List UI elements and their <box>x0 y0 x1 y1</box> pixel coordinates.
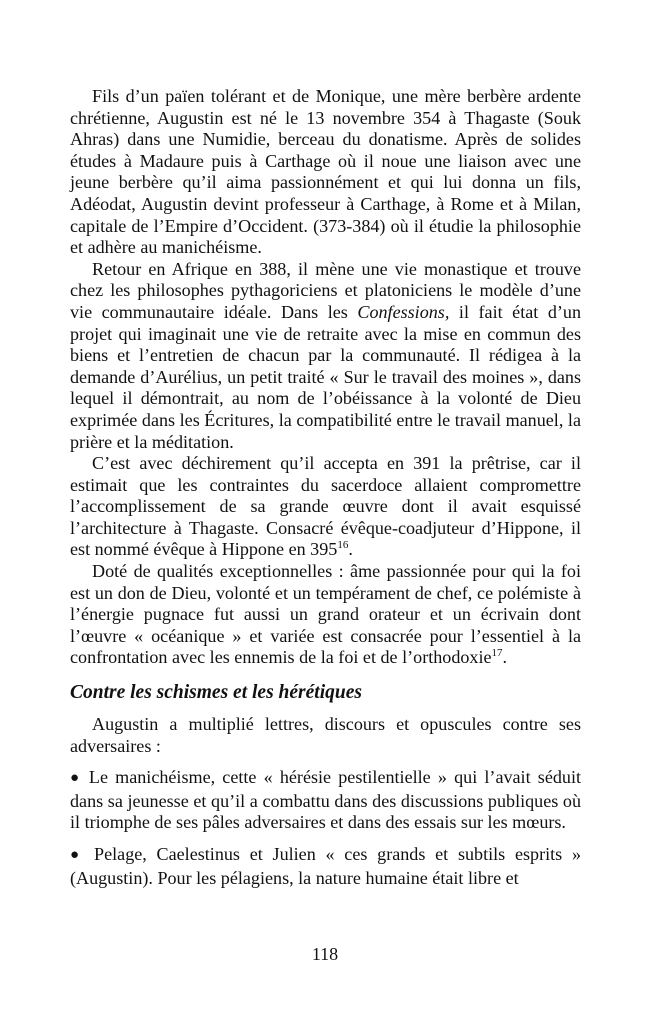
paragraph-priesthood <box>70 453 581 561</box>
paragraph-return-africa <box>70 259 581 453</box>
paragraph-birth <box>70 86 581 259</box>
paragraph-birth-text: Fils d’un païen tolérant et de Monique, une mère berbère ardente chrétienne, Augustin est né le 13 novembre 354 à Thagaste (Souk Ahras) dans une Numidie, berceau du donatisme. Après de solides études à Madaure puis à Carthage où il noue une liaison avec une jeune berbère qu’il aima passionnément et qui lui donna un fils, Adéodat, Augustin devint professeur à Carthage, à Rome et à Milan, capitale de l’Empire d’Occident. (373-384) où il étudie la philosophie et adhère au manichéisme. <box>70 86 581 258</box>
paragraph-qualities-text: Doté de qualités exceptionnelles : âme passionnée pour qui la foi est un don de Dieu, volonté et un tempérament de chef, ce polémiste à l’énergie pugnace fut aussi un grand orateur et un écrivain dont l’œuvre « océanique » et variée est consacrée pour l’essentiel à la confrontation avec les ennemis de la foi et de l’orthodoxie <box>70 561 581 668</box>
confessions-title: Confessions, <box>357 301 450 322</box>
paragraph-qualities <box>70 561 581 669</box>
list-item-text: Pelage, Caelestinus et Julien « ces grands et subtils esprits » (Augustin). Pour les pélagiens, la nature humaine était libre et <box>70 844 582 888</box>
paragraph-priesthood-text: C’est avec déchirement qu’il accepta en 391 la prêtrise, car il estimait que les contraintes du sacerdoce allaient compromettre l’accomplissement de sa grande œuvre dont il avait esquissé l’architecture à Thagaste. Consacré évêque-coadjuteur d’Hippone, il est nommé évêque à Hippone en 395 <box>70 453 581 560</box>
page-body <box>70 86 581 889</box>
bullet-icon: ● <box>70 847 85 863</box>
page-number: 118 <box>311 944 339 964</box>
list-item <box>70 767 581 834</box>
paragraph-return-text-a: Retour en Afrique en 388, il mène une vie monastique et trouve chez les philosophes pythagoriciens et platoniciens le modèle d’une vie communautaire idéale. Dans les <box>70 258 581 322</box>
paragraph-return-text-b: il fait état d’un projet qui imaginait une vie de retraite avec la mise en commun des biens et l’entretien de chacun par la communauté. Il rédigea à la demande d’Aurélius, un petit traité « Sur le travail des moines », dans lequel il démontrait, au nom de l’obéissance à la volonté de Dieu exprimée dans les Écritures, la compatibilité entre le travail manuel, la prière et la méditation. <box>70 301 581 452</box>
footnote-ref-16[interactable]: 16 <box>337 539 349 552</box>
section-intro: Augustin a multiplié lettres, discours et opuscules contre ses adversaires : <box>70 714 581 756</box>
list-item-text: Le manichéisme, cette « hérésie pestilentielle » qui l’avait séduit dans sa jeunesse et qu’il a combattu dans des discussions publiques où il triomphe de ses pâles adversaires et dans des essais sur les mœurs. <box>70 767 582 833</box>
bullet-icon: ● <box>70 770 82 787</box>
paragraph-qualities-end: . <box>502 647 508 668</box>
section-heading: Contre les schismes et les hérétiques <box>70 682 362 704</box>
footnote-ref-17[interactable]: 17 <box>491 647 503 660</box>
list-item <box>70 844 581 889</box>
paragraph-priesthood-end: . <box>348 539 353 560</box>
